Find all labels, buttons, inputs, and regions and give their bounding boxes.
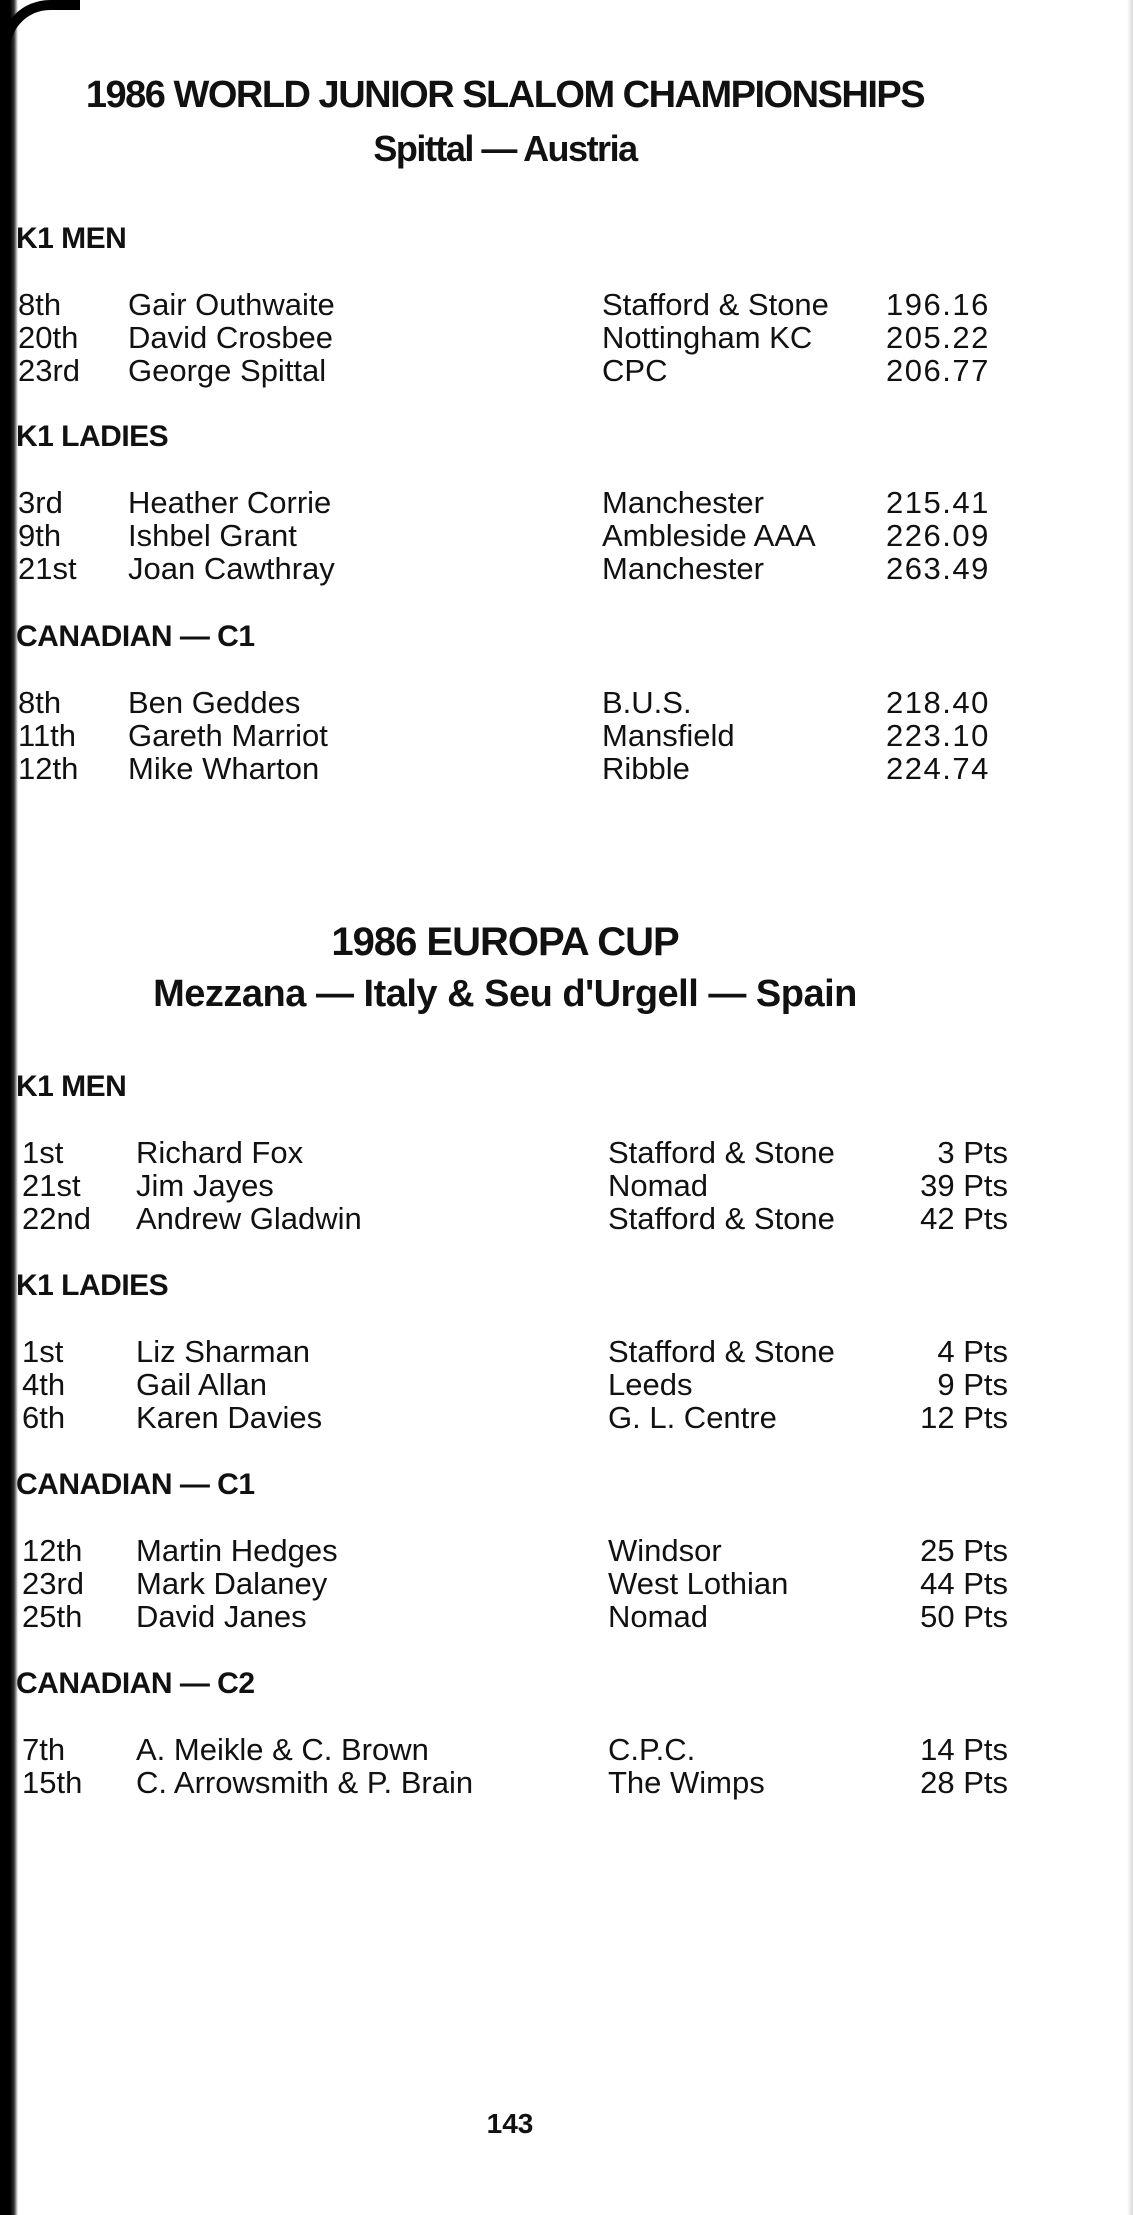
club-name: CPC [602, 353, 668, 388]
table-row [0, 1334, 1133, 1368]
club-name: B.U.S. [602, 685, 692, 720]
score: 205.22 [886, 320, 990, 355]
table-row [0, 353, 1133, 387]
points: 4 Pts [937, 1334, 1008, 1369]
competitor-name: Jim Jayes [136, 1168, 274, 1203]
position: 7th [22, 1732, 66, 1767]
competitor-name: Gail Allan [136, 1367, 267, 1402]
table-row [0, 1566, 1133, 1600]
position: 15th [22, 1765, 83, 1800]
competitor-name: Martin Hedges [136, 1533, 338, 1568]
score: 226.09 [886, 518, 990, 553]
section-heading: CANADIAN — C1 [16, 1468, 255, 1501]
table-row [0, 1599, 1133, 1633]
position: 25th [22, 1599, 83, 1634]
score: 206.77 [886, 353, 990, 388]
table-row [0, 718, 1133, 752]
points: 9 Pts [937, 1367, 1008, 1402]
club-name: C.P.C. [608, 1732, 696, 1767]
club-name: Stafford & Stone [608, 1201, 835, 1236]
europa-cup-title: 1986 EUROPA CUP [331, 920, 679, 964]
competitor-name: Ben Geddes [128, 685, 301, 720]
club-name: Ambleside AAA [602, 518, 816, 553]
championships-location: Spittal — Austria [373, 128, 637, 169]
points: 3 Pts [937, 1135, 1008, 1170]
points: 44 Pts [920, 1566, 1008, 1601]
competitor-name: Gair Outhwaite [128, 287, 335, 322]
competitor-name: Joan Cawthray [128, 551, 335, 586]
position: 1st [22, 1135, 64, 1170]
position: 23rd [22, 1566, 85, 1601]
position: 8th [18, 685, 62, 720]
table-row [0, 1168, 1133, 1202]
position: 6th [22, 1400, 66, 1435]
position: 20th [18, 320, 79, 355]
points: 12 Pts [920, 1400, 1008, 1435]
table-row [0, 320, 1133, 354]
table-row [0, 685, 1133, 719]
table-row [0, 1732, 1133, 1766]
club-name: West Lothian [608, 1566, 789, 1601]
section-heading: K1 MEN [16, 222, 127, 255]
table-row [0, 1135, 1133, 1169]
competitor-name: Liz Sharman [136, 1334, 311, 1369]
score: 215.41 [886, 485, 990, 520]
competitor-name: Richard Fox [136, 1135, 304, 1170]
position: 9th [18, 518, 62, 553]
club-name: Ribble [602, 751, 690, 786]
position: 21st [22, 1168, 81, 1203]
competitor-name: David Crosbee [128, 320, 334, 355]
club-name: Manchester [602, 485, 764, 520]
club-name: Windsor [608, 1533, 722, 1568]
points: 14 Pts [920, 1732, 1008, 1767]
club-name: Mansfield [602, 718, 735, 753]
points: 25 Pts [920, 1533, 1008, 1568]
club-name: G. L. Centre [608, 1400, 777, 1435]
competitor-name: Andrew Gladwin [136, 1201, 362, 1236]
position: 12th [18, 751, 79, 786]
table-row [0, 751, 1133, 785]
table-row [0, 1765, 1133, 1799]
competitor-name: Gareth Marriot [128, 718, 328, 753]
score: 263.49 [886, 551, 990, 586]
section-heading: CANADIAN — C1 [16, 620, 255, 653]
club-name: Stafford & Stone [608, 1135, 835, 1170]
competitor-name: Heather Corrie [128, 485, 332, 520]
score: 218.40 [886, 685, 990, 720]
competitor-name: C. Arrowsmith & P. Brain [136, 1765, 474, 1800]
score: 224.74 [886, 751, 990, 786]
table-row [0, 1367, 1133, 1401]
table-row [0, 1400, 1133, 1434]
position: 11th [18, 718, 77, 753]
table-row [0, 1533, 1133, 1567]
table-row [0, 518, 1133, 552]
score: 196.16 [886, 287, 990, 322]
table-row [0, 1201, 1133, 1235]
position: 3rd [18, 485, 63, 520]
club-name: Manchester [602, 551, 764, 586]
competitor-name: Ishbel Grant [128, 518, 297, 553]
competitor-name: George Spittal [128, 353, 327, 388]
position: 23rd [18, 353, 81, 388]
club-name: Leeds [608, 1367, 693, 1402]
position: 12th [22, 1533, 83, 1568]
table-row [0, 485, 1133, 519]
competitor-name: David Janes [136, 1599, 307, 1634]
club-name: Nottingham KC [602, 320, 813, 355]
club-name: Stafford & Stone [608, 1334, 835, 1369]
europa-cup-location: Mezzana — Italy & Seu d'Urgell — Spain [153, 973, 857, 1015]
club-name: Stafford & Stone [602, 287, 829, 322]
competitor-name: Mark Dalaney [136, 1566, 328, 1601]
points: 42 Pts [920, 1201, 1008, 1236]
position: 4th [22, 1367, 66, 1402]
points: 28 Pts [920, 1765, 1008, 1800]
page-number: 143 [486, 2108, 534, 2139]
section-heading: CANADIAN — C2 [16, 1667, 255, 1700]
points: 39 Pts [920, 1168, 1008, 1203]
points: 50 Pts [920, 1599, 1008, 1634]
table-row [0, 551, 1133, 585]
position: 22nd [22, 1201, 91, 1236]
table-row [0, 287, 1133, 321]
competitor-name: Mike Wharton [128, 751, 320, 786]
championships-title: 1986 WORLD JUNIOR SLALOM CHAMPIONSHIPS [85, 74, 925, 116]
club-name: Nomad [608, 1599, 708, 1634]
section-heading: K1 LADIES [16, 1269, 169, 1302]
position: 8th [18, 287, 62, 322]
position: 1st [22, 1334, 64, 1369]
score: 223.10 [886, 718, 990, 753]
section-heading: K1 MEN [16, 1070, 127, 1103]
position: 21st [18, 551, 77, 586]
club-name: Nomad [608, 1168, 708, 1203]
competitor-name: Karen Davies [136, 1400, 323, 1435]
section-heading: K1 LADIES [16, 420, 169, 453]
competitor-name: A. Meikle & C. Brown [136, 1732, 429, 1767]
club-name: The Wimps [608, 1765, 765, 1800]
